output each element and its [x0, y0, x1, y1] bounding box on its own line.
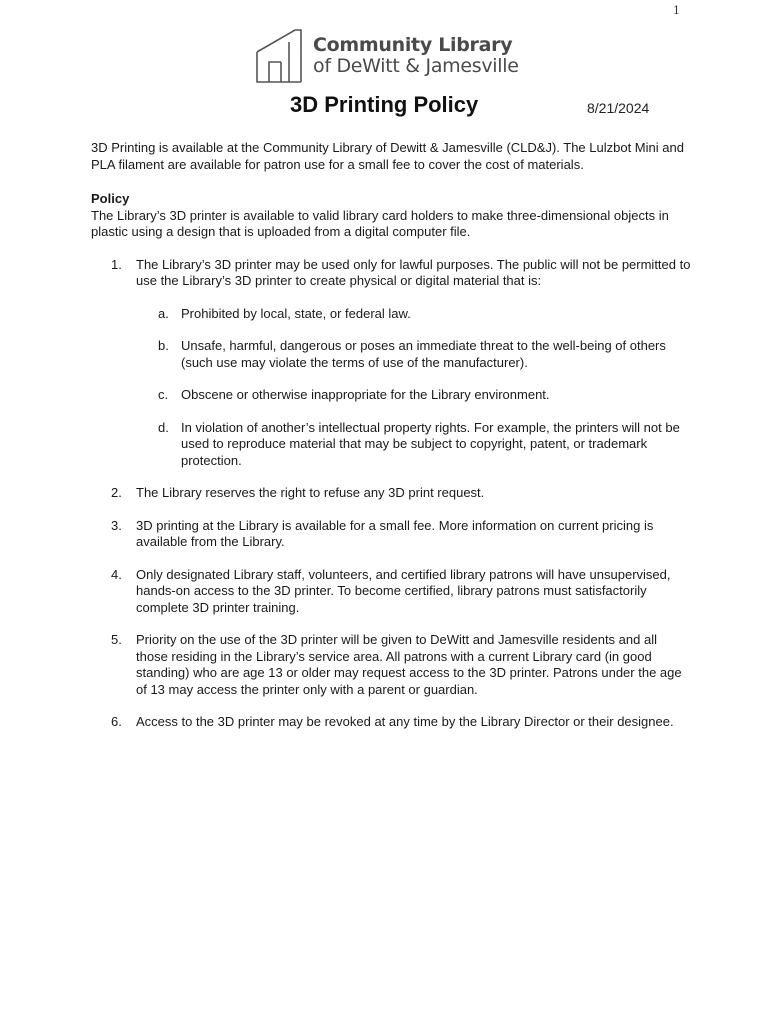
sub-rule-text: Unsafe, harmful, dangerous or poses an immediate threat to the well-being of others (such use may violate the terms of use of the manufacturer). [181, 338, 666, 370]
rule-number: 3. [111, 517, 122, 533]
page-number: 1 [673, 4, 680, 17]
policy-heading: Policy [91, 191, 130, 206]
rule-number: 1. [111, 256, 122, 272]
rule-text: Only designated Library staff, volunteers, and certified library patrons will have unsupervised, hands-on access to the 3D printer. To become certified, library patrons must satisfactorily complete 3D printer training. [136, 566, 671, 615]
sub-rule-letter: a. [158, 305, 169, 321]
sub-rule-item [136, 420, 691, 470]
rule-number: 2. [111, 485, 122, 500]
prohibited-uses-list [136, 306, 691, 470]
sub-rule-letter: d. [158, 419, 169, 435]
rule-text: Priority on the use of the 3D printer will be given to DeWitt and Jamesville residents and all those residing in the Library’s service area. All patrons with a current Library card (in good standing) who are age 13 or older may request access to the 3D printer. Patrons under the age of 13 may access the printer only with a parent or guardian. [136, 632, 682, 697]
sub-rule-item [136, 387, 691, 404]
page-title: 3D Printing Policy [290, 92, 479, 117]
policy-rules-list [91, 257, 691, 731]
rule-number: 6. [111, 714, 122, 729]
sub-rule-text: In violation of another’s intellectual property rights. For example, the printers will not be used to reproduce material that may be subject to copyright, patent, or trademark protection. [181, 419, 680, 468]
sub-rule-letter: c. [158, 387, 169, 402]
rule-item [91, 714, 691, 731]
intro-paragraph: 3D Printing is available at the Community Library of Dewitt & Jamesville (CLD&J). The Lulzbot Mini and PLA filament are available for patron use for a small fee to cover the cost of materials. [91, 140, 684, 172]
policy-date: 8/21/2024 [587, 100, 650, 116]
rule-item [91, 567, 691, 617]
rule-text: The Library reserves the right to refuse any 3D print request. [136, 485, 485, 500]
rule-item [91, 518, 691, 551]
rule-number: 5. [111, 632, 122, 647]
rule-item [91, 632, 691, 698]
logo-name-line2: of DeWitt & Jamesville [313, 55, 519, 77]
library-logo [255, 28, 519, 84]
sub-rule-item [136, 306, 691, 323]
sub-rule-letter: b. [158, 338, 169, 353]
rule-item [91, 485, 691, 502]
logo-name-line1: Community Library [313, 34, 513, 56]
rule-text: 3D printing at the Library is available for a small fee. More information on current pricing is available from the Library. [136, 517, 654, 549]
policy-description: The Library’s 3D printer is available to valid library card holders to make three-dimensional objects in plastic using a design that is uploaded from a digital computer file. [91, 207, 669, 239]
sub-rule-text: Obscene or otherwise inappropriate for the Library environment. [181, 387, 550, 402]
rule-text: Access to the 3D printer may be revoked at any time by the Library Director or their designee. [136, 714, 674, 729]
library-building-icon [255, 28, 303, 84]
sub-rule-item [136, 338, 691, 371]
rule-item [91, 257, 691, 470]
rule-number: 4. [111, 566, 122, 582]
policy-body [91, 140, 691, 747]
rule-text: The Library’s 3D printer may be used only for lawful purposes. The public will not be permitted to use the Library’s 3D printer to create physical or digital material that is: [136, 256, 691, 288]
sub-rule-text: Prohibited by local, state, or federal law. [181, 305, 411, 321]
